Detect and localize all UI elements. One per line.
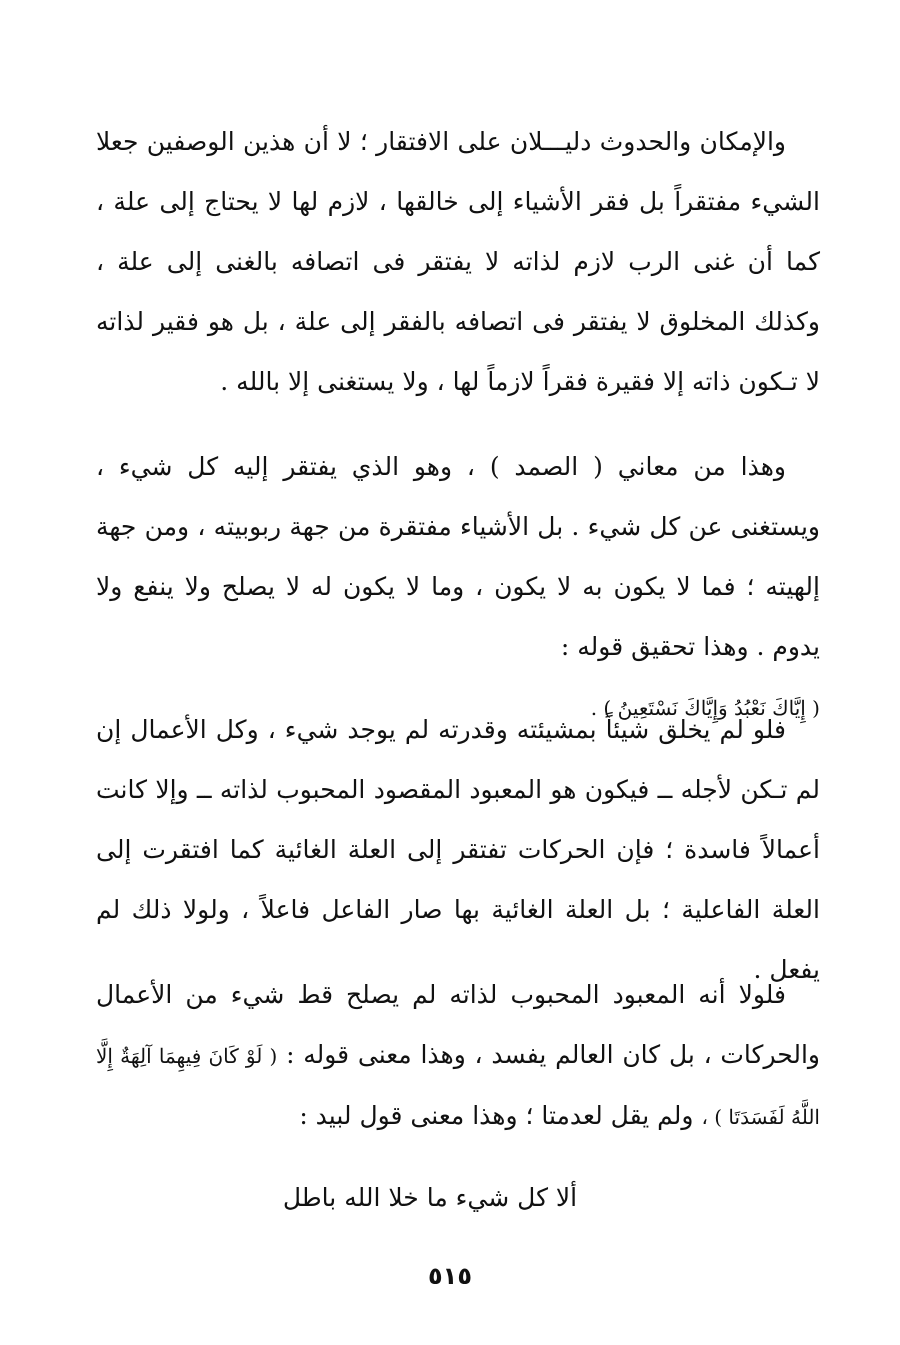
paragraph-4: [96, 965, 820, 1147]
paragraph-2-text: وهذا من معاني ( الصمد ) ، وهو الذي يفتقر إليه كل شيء ، ويستغنى عن كل شيء . بل الأشياء مفتقرة من جهة ربوبيته ، ومن جهة إلهيته ؛ فما لا يكون به لا يكون ، وما لا يكون له لا يصلح ولا ينفع ولا يدوم . وهذا تحقيق قوله :: [96, 452, 820, 661]
quran-citation-2: ( لَوْ كَانَ فِيهِمَا آلِهَةٌ إِلَّا اللَّهُ لَفَسَدَتَا ) ،: [96, 1044, 820, 1129]
paragraph-3-text: فلو لم يخلق شيئاً بمشيئته وقدرته لم يوجد شيء ، وكل الأعمال إن لم تـكن لأجله ــ فيكون هو المعبود المقصود المحبوب لذاته ــ وإلا كانت أعمالاً فاسدة ؛ فإن الحركات تفتقر إلى العلة الغائية كما افتقرت إلى العلة الفاعلية ؛ بل العلة الغائية بها صار الفاعل فاعلاً ، ولولا ذلك لم يفعل .: [96, 715, 820, 984]
paragraph-1: [96, 112, 820, 412]
poetry-verse: ألا كل شيء ما خلا الله باطل: [282, 1183, 578, 1212]
quran-citation-1: ( إِيَّاكَ نَعْبُدُ وَإِيَّاكَ نَسْتَعِينُ ) .: [590, 696, 820, 720]
paragraph-4-text: فلولا أنه المعبود المحبوب لذاته لم يصلح قط شيء من الأعمال والحركات ، بل كان العالم يفسد ، وهذا معنى قوله :: [96, 980, 821, 1069]
page-number: ٥١٥: [428, 1262, 472, 1290]
paragraph-4-continuation: ولم يقل لعدمتا ؛ وهذا معنى قول لبيد :: [299, 1101, 694, 1130]
paragraph-2: [96, 437, 820, 738]
paragraph-1-text: والإمكان والحدوث دليـــلان على الافتقار ؛ لا أن هذين الوصفين جعلا الشيء مفتقراً بل فقر الأشياء إلى خالقها ، لازم لها لا يحتاج إلى علة ، كما أن غنى الرب لازم لذاته لا يفتقر فى اتصافه بالغنى إلى علة ، وكذلك المخلوق لا يفتقر فى اتصافه بالفقر إلى علة ، بل هو فقير لذاته لا تـكون ذاته إلا فقيرة فقراً لازماً لها ، ولا يستغنى إلا بالله .: [96, 127, 820, 396]
paragraph-3: [96, 700, 820, 1000]
